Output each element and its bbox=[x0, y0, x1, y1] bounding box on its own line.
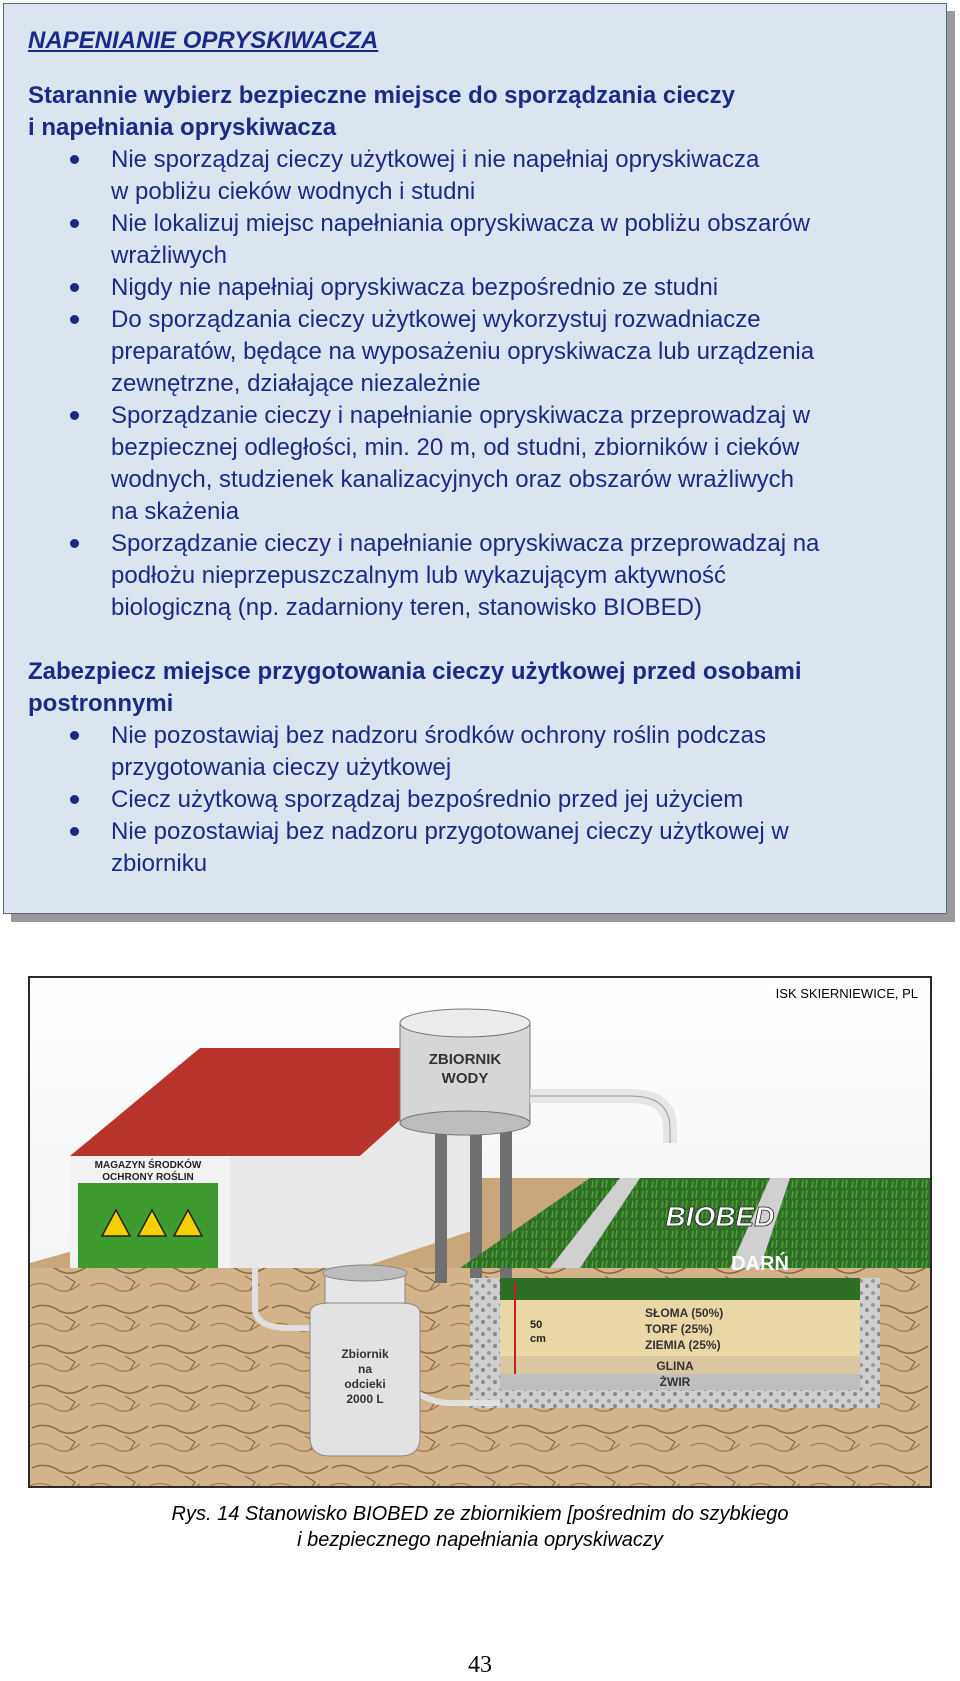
list-item bbox=[28, 528, 928, 624]
water-tank-top bbox=[400, 1009, 530, 1037]
biobed-illustration bbox=[28, 976, 932, 1488]
water-tank-label-line-2: WODY bbox=[441, 1070, 489, 1087]
biobed-diagram bbox=[30, 978, 930, 1486]
bullet-icon bbox=[70, 411, 79, 420]
section-2 bbox=[28, 656, 928, 880]
list-item-line: Sporządzanie cieczy i napełnianie opryskiwacza przeprowadzaj na bbox=[111, 530, 820, 557]
warehouse-label-line-2: OCHRONY ROŚLIN bbox=[102, 1172, 194, 1183]
info-box-content bbox=[28, 24, 928, 880]
list-item-line: zbiorniku bbox=[111, 850, 208, 877]
layer-straw-label: SŁOMA (50%) bbox=[645, 1306, 724, 1320]
section-1-heading-line-1: Starannie wybierz bezpieczne miejsce do sporządzania cieczy bbox=[28, 82, 735, 109]
depth-value: 50 bbox=[530, 1319, 543, 1331]
biobed-label: BIOBED bbox=[665, 1201, 775, 1232]
list-item-line: wrażliwych bbox=[111, 242, 228, 269]
list-item bbox=[28, 208, 928, 272]
list-item-line: wodnych, studzienek kanalizacyjnych oraz obszarów wrażliwych bbox=[111, 466, 794, 493]
info-box bbox=[3, 3, 947, 914]
turf-label: DARŃ bbox=[731, 1253, 789, 1275]
section-2-heading-line-1: Zabezpiecz miejsce przygotowania cieczy użytkowej przed osobami bbox=[28, 658, 802, 685]
list-item-line: Nie lokalizuj miejsc napełniania opryskiwacza w pobliżu obszarów bbox=[111, 210, 810, 237]
section-2-heading-line-2: postronnymi bbox=[28, 690, 174, 717]
warehouse-label-line-1: MAGAZYN ŚRODKÓW bbox=[94, 1160, 202, 1171]
list-item-line: Nie sporządzaj cieczy użytkowej i nie napełniaj opryskiwacza bbox=[111, 146, 760, 173]
bullet-icon bbox=[70, 219, 79, 228]
figure-caption-line-1: Rys. 14 Stanowisko BIOBED ze zbiornikiem [pośrednim do szybkiego bbox=[171, 1503, 789, 1525]
list-item bbox=[28, 304, 928, 400]
layer-soil-label: ZIEMIA (25%) bbox=[645, 1338, 721, 1352]
layer-clay-label: GLINA bbox=[656, 1359, 694, 1373]
bullet-icon bbox=[70, 315, 79, 324]
list-item bbox=[28, 816, 928, 880]
page-number: 43 bbox=[468, 1652, 492, 1678]
list-item-line: Do sporządzania cieczy użytkowej wykorzystuj rozwadniacze bbox=[111, 306, 761, 333]
bullet-icon bbox=[70, 731, 79, 740]
layer-peat-label: TORF (25%) bbox=[645, 1322, 713, 1336]
list-item bbox=[28, 784, 928, 816]
list-item-line: Sporządzanie cieczy i napełnianie opryskiwacza przeprowadzaj w bbox=[111, 402, 811, 429]
list-item-line: podłożu nieprzepuszczalnym lub wykazującym aktywność bbox=[111, 562, 726, 589]
layer-gravel-label: ŻWIR bbox=[659, 1375, 691, 1389]
page-title: NAPENIANIE OPRYSKIWACZA bbox=[28, 27, 379, 54]
drain-tank-hatch bbox=[323, 1265, 407, 1281]
list-item-line: zewnętrzne, działające niezależnie bbox=[111, 370, 481, 397]
list-item-line: preparatów, będące na wyposażeniu opryskiwacza lub urządzenia bbox=[111, 338, 815, 365]
water-tank-label-line-1: ZBIORNIK bbox=[428, 1051, 502, 1068]
list-item-line: na skażenia bbox=[111, 498, 240, 525]
bullet-icon bbox=[70, 155, 79, 164]
bullet-icon bbox=[70, 795, 79, 804]
list-item-line: Nie pozostawiaj bez nadzoru środków ochrony roślin podczas bbox=[111, 722, 767, 749]
list-item bbox=[28, 144, 928, 208]
tower-leg bbox=[435, 1123, 447, 1283]
section-1 bbox=[28, 80, 928, 624]
list-item bbox=[28, 272, 928, 304]
section-1-list bbox=[28, 144, 928, 624]
drain-tank-label-line-4: 2000 L bbox=[346, 1392, 384, 1406]
drain-tank-label-line-3: odcieki bbox=[344, 1377, 386, 1391]
list-item-line: biologiczną (np. zadarniony teren, stanowisko BIOBED) bbox=[111, 594, 702, 621]
section-1-heading-line-2: i napełniania opryskiwacza bbox=[28, 114, 337, 141]
list-item-line: Nie pozostawiaj bez nadzoru przygotowanej cieczy użytkowej w bbox=[111, 818, 789, 845]
drain-tank-label-line-2: na bbox=[357, 1362, 373, 1376]
list-item-line: Ciecz użytkową sporządzaj bezpośrednio przed jej użyciem bbox=[111, 786, 744, 813]
section-2-list bbox=[28, 720, 928, 880]
drain-tank-label-line-1: Zbiornik bbox=[341, 1347, 389, 1361]
water-tank-bottom bbox=[400, 1111, 530, 1135]
list-item-line: bezpiecznej odległości, min. 20 m, od studni, zbiorników i cieków bbox=[111, 434, 800, 461]
bullet-icon bbox=[70, 283, 79, 292]
list-item bbox=[28, 400, 928, 528]
bullet-icon bbox=[70, 827, 79, 836]
list-item-line: Nigdy nie napełniaj opryskiwacza bezpośrednio ze studni bbox=[111, 274, 719, 301]
list-item-line: w pobliżu cieków wodnych i studni bbox=[111, 178, 476, 205]
list-item bbox=[28, 720, 928, 784]
image-credit: ISK SKIERNIEWICE, PL bbox=[775, 986, 918, 1001]
list-item-line: przygotowania cieczy użytkowej bbox=[111, 754, 452, 781]
bullet-icon bbox=[70, 539, 79, 548]
figure-caption-line-2: i bezpiecznego napełniania opryskiwaczy bbox=[297, 1529, 663, 1551]
biobed-turf-layer bbox=[500, 1278, 860, 1300]
depth-unit: cm bbox=[530, 1333, 546, 1345]
